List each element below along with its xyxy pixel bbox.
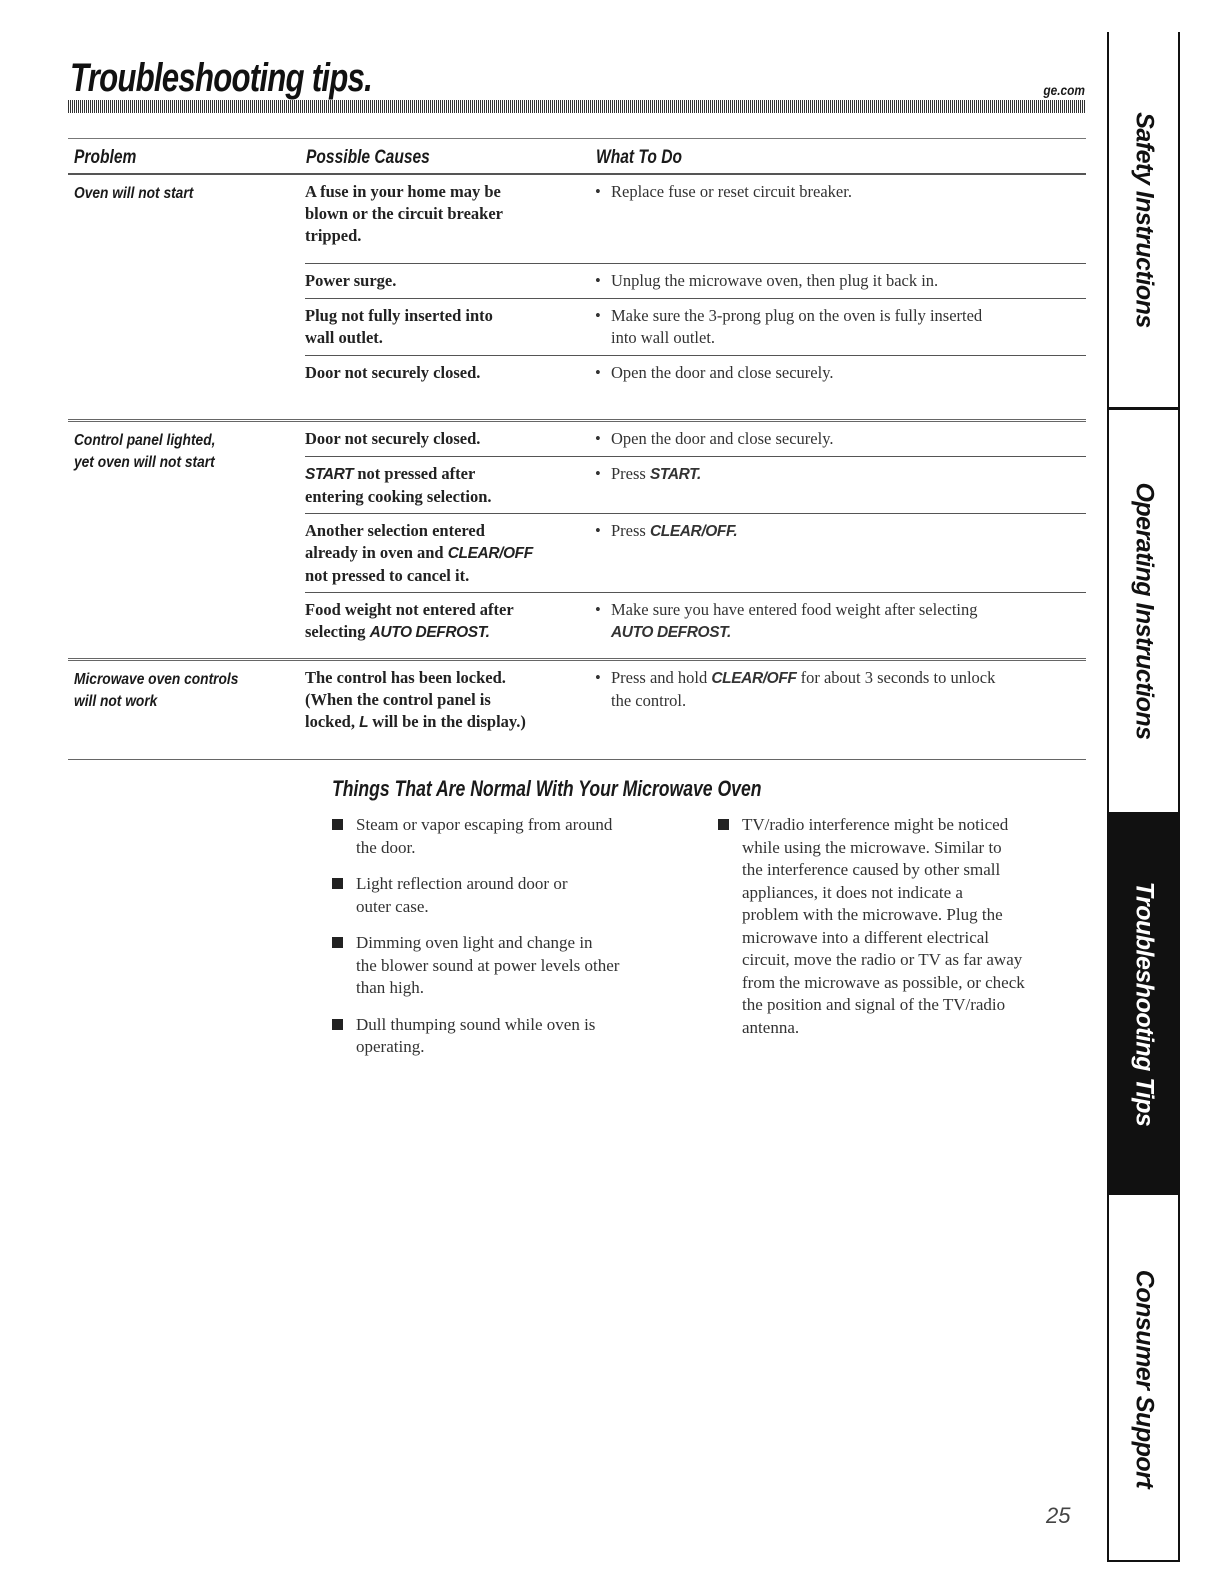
cause-text: The control has been locked. (When the control panel is locked, L will be in the display.)	[305, 668, 526, 731]
square-bullet-icon	[332, 1019, 343, 1030]
todo-text: • Press and hold CLEAR/OFF for about 3 seconds to unlock the control.	[595, 668, 996, 710]
list-item: TV/radio interference might be noticed while using the microwave. Similar to the interference caused by other small appliances, it does not indicate a problem with the microwave. Plug the microwave into a different electrical circuit, move the radio or TV as far away from the microwave as possible, or check the position and signal of the TV/radio antenna.	[718, 814, 1093, 1039]
cause-text: Another selection entered already in oven and CLEAR/OFF not pressed to cancel it.	[305, 521, 533, 585]
table-row	[305, 264, 1086, 299]
problem-group	[68, 422, 1086, 661]
cause-text: Power surge.	[305, 271, 397, 290]
cause-text: A fuse in your home may be blown or the circuit breaker tripped.	[305, 182, 503, 245]
tab-troubleshooting-tips[interactable]: Troubleshooting Tips	[1109, 815, 1178, 1195]
site-url: ge.com	[1043, 82, 1085, 98]
todo-text: • Open the door and close securely.	[595, 429, 834, 448]
todo-text: • Press START.	[595, 464, 701, 483]
todo-text: • Make sure the 3-prong plug on the oven is fully inserted into wall outlet.	[595, 306, 983, 347]
table-row	[305, 175, 1086, 264]
todo-text: • Press CLEAR/OFF.	[595, 521, 738, 540]
problem-group	[68, 175, 1086, 422]
title-divider	[68, 100, 1086, 113]
cause-text: Door not securely closed.	[305, 429, 481, 448]
table-row	[305, 356, 1086, 390]
cause-text: Plug not fully inserted into wall outlet.	[305, 306, 493, 347]
list-item: Steam or vapor escaping from around the door.	[332, 814, 702, 859]
square-bullet-icon	[718, 819, 729, 830]
header-todo: What To Do	[596, 147, 682, 168]
square-bullet-icon	[332, 937, 343, 948]
square-bullet-icon	[332, 819, 343, 830]
list-item: Light reflection around door or outer case.	[332, 873, 702, 918]
table-header	[68, 138, 1086, 175]
todo-text: • Make sure you have entered food weight after selecting AUTO DEFROST.	[595, 600, 978, 641]
table-row	[305, 514, 1086, 593]
table-row	[305, 457, 1086, 514]
table-row	[305, 422, 1086, 457]
tab-safety-instructions[interactable]: Safety Instructions	[1109, 32, 1178, 410]
todo-text: • Open the door and close securely.	[595, 363, 834, 382]
problem-label: Microwave oven controls will not work	[74, 671, 239, 710]
problem-group	[68, 661, 1086, 761]
page-title: Troubleshooting tips.	[70, 56, 372, 100]
normal-list-left	[332, 814, 702, 1073]
section-tabs	[1107, 32, 1180, 1562]
section-divider	[68, 759, 1086, 760]
todo-text: • Unplug the microwave oven, then plug it back in.	[595, 271, 939, 290]
problem-label: Oven will not start	[74, 185, 194, 202]
tab-operating-instructions[interactable]: Operating Instructions	[1109, 410, 1178, 815]
header-causes: Possible Causes	[306, 147, 430, 168]
problem-label: Control panel lighted, yet oven will not start	[74, 432, 216, 471]
cause-text: Food weight not entered after selecting AUTO DEFROST.	[305, 600, 514, 641]
page-number: 25	[1046, 1503, 1071, 1528]
tab-consumer-support[interactable]: Consumer Support	[1130, 1269, 1158, 1488]
table-row	[305, 299, 1086, 356]
table-row	[305, 593, 1086, 649]
normal-section-title: Things That Are Normal With Your Microwave Oven	[332, 776, 762, 801]
cause-text: Door not securely closed.	[305, 363, 481, 382]
square-bullet-icon	[332, 878, 343, 889]
header-problem: Problem	[74, 147, 137, 168]
troubleshooting-table	[68, 138, 1086, 761]
list-item: Dimming oven light and change in the blower sound at power levels other than high.	[332, 932, 702, 1000]
normal-list-right	[718, 814, 1093, 1053]
table-row	[305, 661, 1086, 739]
todo-text: • Replace fuse or reset circuit breaker.	[595, 182, 852, 201]
cause-text: START not pressed after entering cooking selection.	[305, 464, 492, 506]
list-item: Dull thumping sound while oven is operating.	[332, 1014, 702, 1059]
